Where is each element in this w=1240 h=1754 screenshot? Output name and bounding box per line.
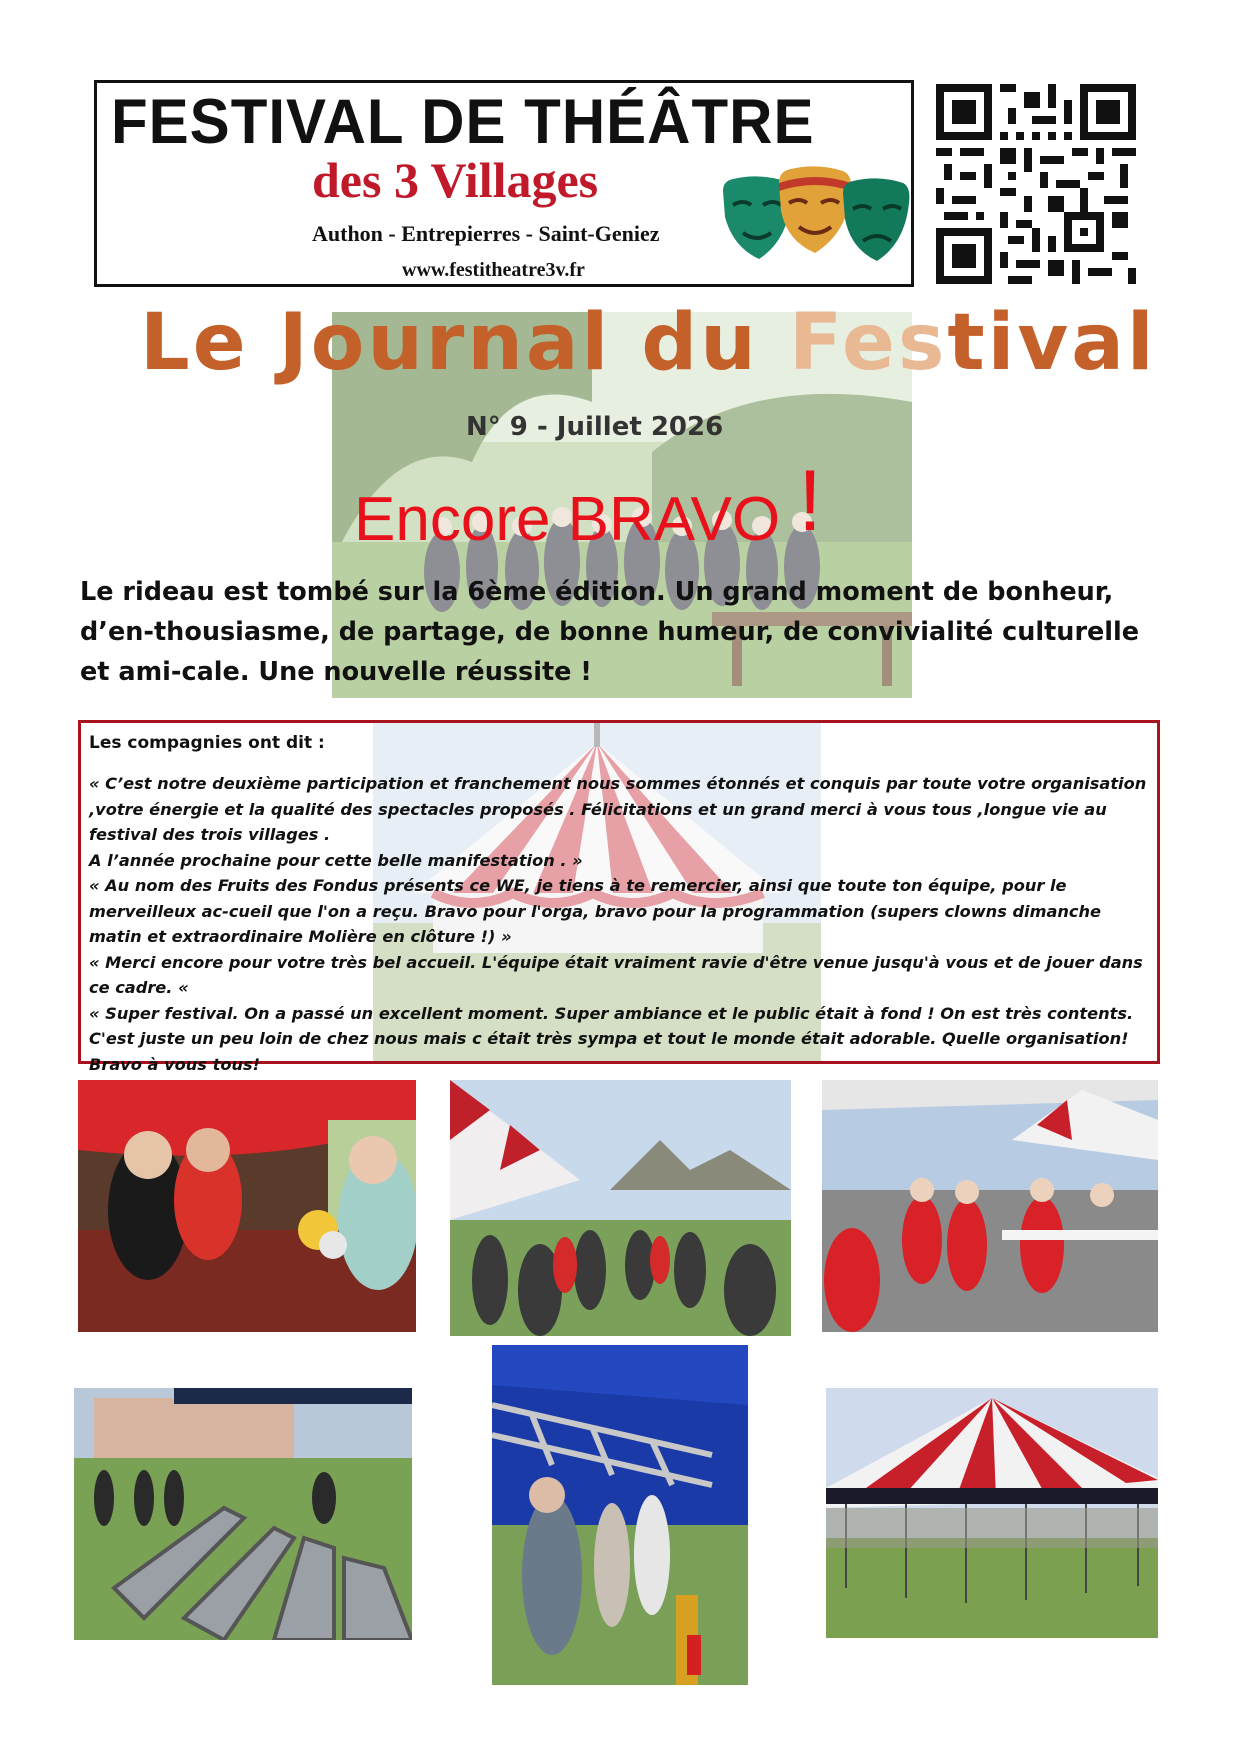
- headline-text: Encore BRAVO: [354, 485, 781, 554]
- journal-title-part: tival: [947, 298, 1157, 388]
- headline: [354, 453, 823, 561]
- photo-volunteers-kitchen: [822, 1080, 1158, 1332]
- banner-title: FESTIVAL DE THÉÂTRE: [111, 86, 815, 157]
- banner-website: www.festitheatre3v.fr: [402, 259, 585, 281]
- testimonial: « Merci encore pour votre très bel accueil. L'équipe était vraiment ravie d'être venue jusqu'à vous et de jouer dans ce cadre. «: [89, 952, 1143, 997]
- photo-big-top-tent: [826, 1388, 1158, 1638]
- intro-paragraph: Le rideau est tombé sur la 6ème édition. Un grand moment de bonheur, d’en-thousiasme, de partage, de bonne humeur, de convivialité culturelle et ami-cale. Une nouvelle réussite !: [80, 577, 1140, 687]
- headline-exclamation: !: [798, 453, 823, 549]
- festival-banner: [94, 80, 914, 287]
- journal-title-part: Le Journal du: [140, 298, 789, 388]
- issue-number: N° 9 - Juillet 2026: [466, 412, 724, 442]
- testimonials-box: [78, 720, 1160, 1074]
- journal-title-faded-part: Fes: [788, 298, 948, 388]
- testimonials-heading: Les compagnies ont dit :: [89, 733, 325, 753]
- testimonial: « Super festival. On a passé un excellent moment. Super ambiance et le public était à fond ! On est très contents. C'est juste un peu loin de chez nous mais c était très sympa et tout le monde était adorable. Quelle organisation! Bravo à vous tous!: [89, 1003, 1134, 1074]
- banner-villages: Authon - Entrepierres - Saint-Geniez: [312, 221, 660, 246]
- qr-code[interactable]: [936, 84, 1136, 284]
- photo-bar-tent: [78, 1080, 416, 1332]
- testimonial: « C’est notre deuxième participation et franchement nous sommes étonnés et conquis par toute votre organisation ,votre énergie et la qualité des spectacles proposés . Félicitations et un grand merci à vous tous ,longue vie au festival des trois villages .: [89, 774, 1147, 844]
- testimonials-text: [89, 771, 1149, 1077]
- photo-festival-crowd: [450, 1080, 791, 1336]
- journal-title: [140, 298, 1157, 388]
- banner-subtitle: des 3 Villages: [312, 152, 599, 208]
- photo-tent-assembly: [492, 1345, 748, 1685]
- photo-bleachers-setup: [74, 1388, 412, 1640]
- testimonial: « Au nom des Fruits des Fondus présents ce WE, je tiens à te remercier, ainsi que toute ton équipe, pour le merveilleux ac-cueil que l'on a reçu. Bravo pour l'orga, bravo pour la programmation (supers clowns dimanche matin et extraordinaire Molière en clôture !) »: [89, 876, 1102, 946]
- testimonial: A l’année prochaine pour cette belle manifestation . »: [89, 850, 583, 870]
- theatre-masks-logo: [721, 161, 911, 271]
